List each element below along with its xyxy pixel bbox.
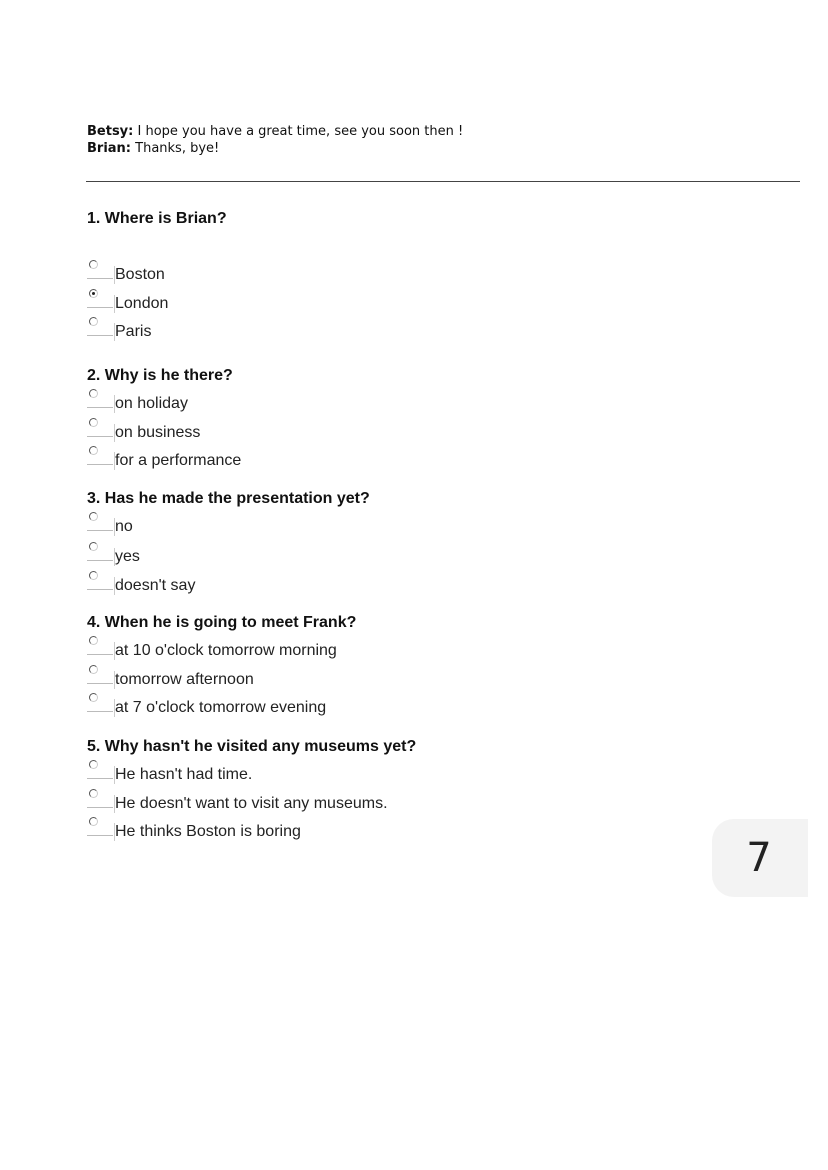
- option-no[interactable]: [87, 512, 370, 542]
- option-paris[interactable]: [87, 317, 227, 346]
- radio-button[interactable]: [89, 693, 98, 702]
- option-label: Boston: [115, 266, 165, 283]
- option-underline: [87, 683, 113, 684]
- option-yes[interactable]: [87, 542, 370, 571]
- option-underline: [87, 335, 113, 336]
- option-label: London: [115, 294, 169, 312]
- option-underline: [87, 278, 113, 279]
- radio-button[interactable]: [89, 289, 98, 298]
- question-title: 1. Where is Brian?: [87, 210, 227, 227]
- option-label: He thinks Boston is boring: [115, 823, 301, 840]
- option-underline: [87, 530, 113, 531]
- option-boston[interactable]: [87, 260, 227, 289]
- option-label: on holiday: [115, 395, 188, 412]
- radio-button[interactable]: [89, 542, 98, 551]
- option-underline: [87, 464, 113, 465]
- option-boston-is-boring[interactable]: [87, 817, 416, 846]
- speaker-name: Brian:: [87, 141, 132, 156]
- divider: [86, 181, 800, 182]
- dialogue-text: I hope you have a great time, see you soon then !: [133, 124, 464, 139]
- speaker-name: Betsy:: [87, 124, 134, 139]
- radio-button[interactable]: [89, 571, 98, 580]
- option-label: tomorrow afternoon: [115, 670, 254, 688]
- option-label: He hasn't had time.: [115, 766, 253, 783]
- option-underline: [87, 711, 113, 712]
- question-title: 4. When he is going to meet Frank?: [87, 614, 357, 631]
- option-label: doesn't say: [115, 576, 196, 594]
- question-title: 3. Has he made the presentation yet?: [87, 490, 370, 507]
- question-title: 2. Why is he there?: [87, 367, 233, 384]
- question-5: [87, 737, 416, 846]
- option-underline: [87, 589, 113, 590]
- dialogue-text: Thanks, bye!: [131, 141, 220, 156]
- option-on-holiday[interactable]: [87, 389, 233, 418]
- dialogue: [87, 123, 463, 157]
- option-label: on business: [115, 423, 201, 441]
- option-on-business[interactable]: [87, 418, 233, 447]
- radio-button[interactable]: [89, 665, 98, 674]
- option-label: yes: [115, 548, 140, 565]
- radio-button[interactable]: [89, 418, 98, 427]
- radio-button[interactable]: [89, 389, 98, 398]
- option-label: for a performance: [115, 452, 242, 469]
- option-doesnt-say[interactable]: [87, 571, 370, 600]
- option-underline: [87, 807, 113, 808]
- question-2: [87, 366, 242, 475]
- question-title: 5. Why hasn't he visited any museums yet?: [87, 738, 417, 755]
- radio-button[interactable]: [89, 260, 98, 269]
- option-hasnt-had-time[interactable]: [87, 760, 416, 789]
- option-london[interactable]: [87, 289, 227, 318]
- question-4: [87, 613, 356, 722]
- option-underline: [87, 654, 113, 655]
- page-number: 7: [746, 835, 772, 881]
- option-underline: [87, 560, 113, 561]
- radio-button[interactable]: [89, 512, 98, 521]
- dialogue-line-betsy: [87, 123, 463, 140]
- option-7-oclock-tomorrow-evening[interactable]: [87, 693, 356, 722]
- option-label: He doesn't want to visit any museums.: [115, 794, 388, 812]
- option-10-oclock-tomorrow-morning[interactable]: [87, 636, 356, 665]
- option-doesnt-want-museums[interactable]: [87, 789, 416, 818]
- option-label: no: [115, 518, 133, 535]
- option-underline: [87, 835, 113, 836]
- radio-button[interactable]: [89, 817, 98, 826]
- option-tomorrow-afternoon[interactable]: [87, 665, 356, 694]
- option-label: at 10 o'clock tomorrow morning: [115, 642, 337, 659]
- question-1: [87, 209, 227, 346]
- option-label: Paris: [115, 323, 152, 340]
- page-number-badge: [712, 819, 808, 897]
- radio-button[interactable]: [89, 636, 98, 645]
- option-label: at 7 o'clock tomorrow evening: [115, 699, 327, 716]
- option-underline: [87, 307, 113, 308]
- option-underline: [87, 436, 113, 437]
- radio-button[interactable]: [89, 317, 98, 326]
- option-underline: [87, 407, 113, 408]
- option-underline: [87, 778, 113, 779]
- question-3: [87, 489, 370, 599]
- radio-button[interactable]: [89, 789, 98, 798]
- dialogue-line-brian: [87, 140, 463, 157]
- option-for-a-performance[interactable]: [87, 446, 242, 475]
- radio-button[interactable]: [89, 760, 98, 769]
- radio-button[interactable]: [89, 446, 98, 455]
